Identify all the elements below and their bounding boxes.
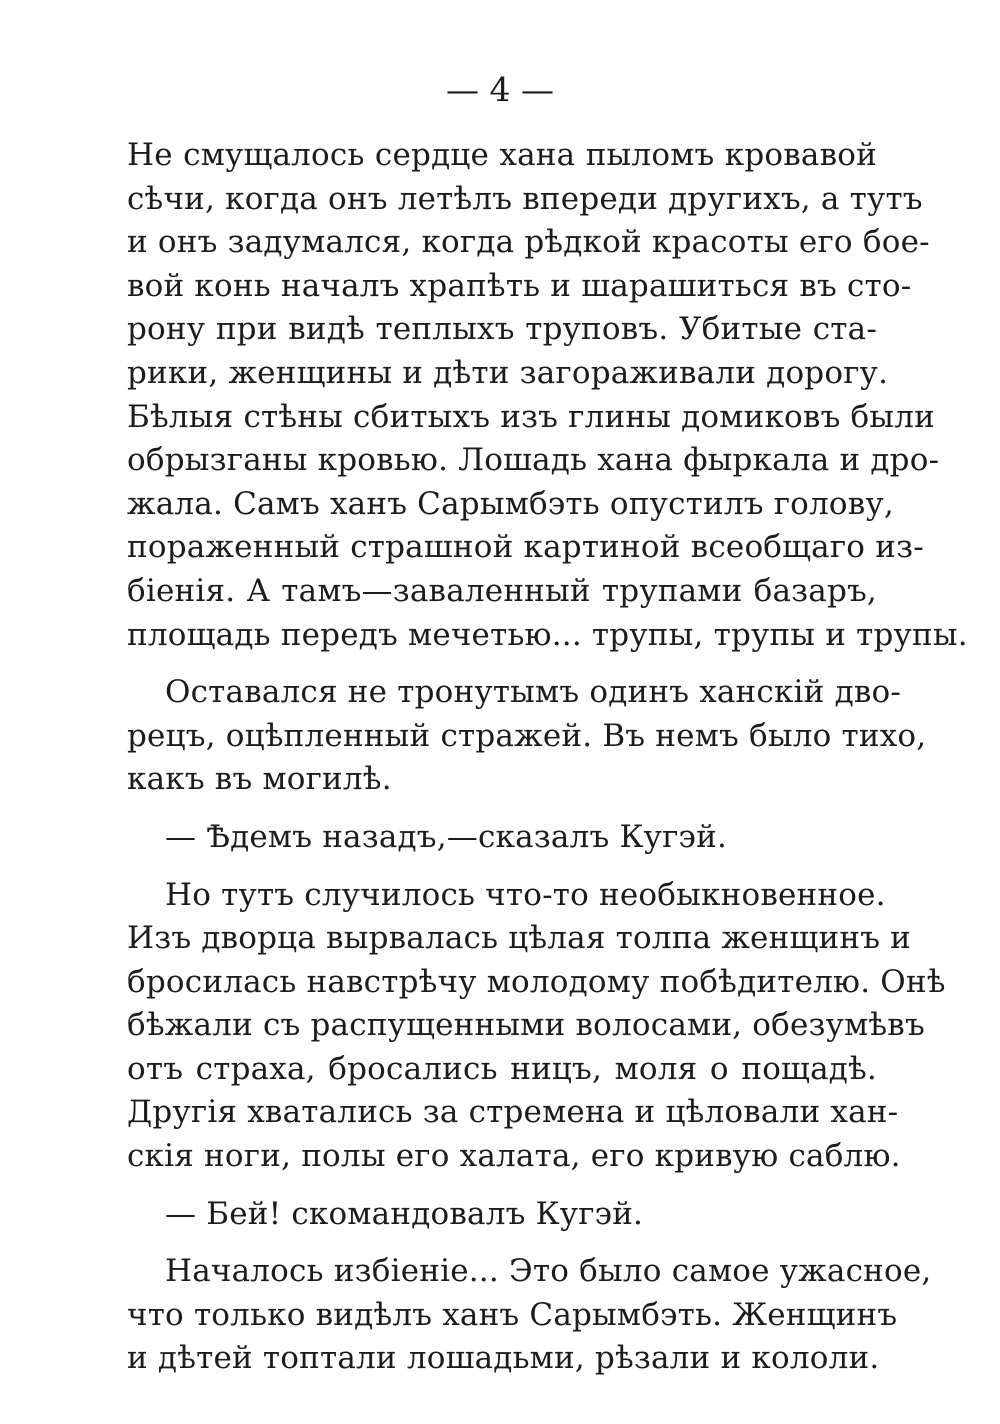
text-line: пораженный страшной картиной всеобщаго из- — [127, 529, 924, 566]
text-line: жала. Самъ ханъ Сарымбэть опустилъ голову, — [127, 485, 894, 522]
text-line: біенія. А тамъ—заваленный трупами базаръ, — [127, 572, 877, 609]
page-number: — 4 — — [446, 70, 554, 109]
text-line: Бѣлыя стѣны сбитыхъ изъ глины домиковъ были — [127, 398, 936, 435]
text-line: и онъ задумался, когда рѣдкой красоты его бое- — [127, 224, 930, 261]
text-line: отъ страха, бросались ницъ, моля о пощадѣ. — [127, 1050, 877, 1087]
text-line: сѣчи, когда онъ летѣлъ впереди другихъ, а тутъ — [127, 180, 923, 217]
text-line: Другія хватались за стремена и цѣловали хан- — [127, 1094, 899, 1131]
paragraph-6 — [127, 1250, 932, 1381]
text-line: рону при видѣ теплыхъ труповъ. Убитые ста- — [127, 311, 877, 348]
text-body — [127, 134, 968, 1381]
text-line: скія ноги, полы его халата, его кривую саблю. — [127, 1138, 901, 1175]
paragraph-3 — [127, 816, 877, 860]
paragraph-5 — [127, 1193, 877, 1237]
text-line: обрызганы кровью. Лошадь хана фыркала и дро- — [127, 442, 940, 479]
text-line: рики, женщины и дѣти загораживали дорогу. — [127, 354, 889, 391]
text-line: Изъ дворца вырвалась цѣлая толпа женщинъ и — [127, 920, 912, 957]
text-line: площадь передъ мечетью... трупы, трупы и трупы. — [127, 616, 968, 653]
text-line: бросилась навстрѣчу молодому побѣдителю. Онѣ — [127, 963, 946, 1000]
paragraph-2 — [127, 671, 927, 802]
text-line: бѣжали съ распущенными волосами, обезумѣвъ — [127, 1007, 925, 1044]
text-line: Не смущалось сердце хана пыломъ кровавой — [127, 137, 877, 173]
text-line: что только видѣлъ ханъ Сарымбэть. Женщинъ — [127, 1296, 898, 1333]
text-line: рецъ, оцѣпленный стражей. Въ немъ было тихо, — [127, 717, 927, 754]
text-line: какъ въ могилѣ. — [127, 761, 392, 798]
paragraph-1 — [127, 134, 968, 657]
text-line: — Ѣдемъ назадъ,—сказалъ Кугэй. — [165, 818, 728, 855]
text-line: — Бей! скомандовалъ Кугэй. — [165, 1195, 644, 1232]
text-line: вой конь началъ храпѣть и шарашиться въ сто- — [127, 267, 912, 304]
text-line: Началось избіеніе... Это было самое ужасное, — [165, 1253, 932, 1290]
text-line: и дѣтей топтали лошадьми, рѣзали и кололи. — [127, 1340, 880, 1377]
text-line: Оставался не тронутымъ одинъ ханскій дво- — [165, 674, 902, 711]
text-line: Но тутъ случилось что-то необыкновенное. — [165, 876, 886, 913]
paragraph-4 — [127, 874, 946, 1179]
